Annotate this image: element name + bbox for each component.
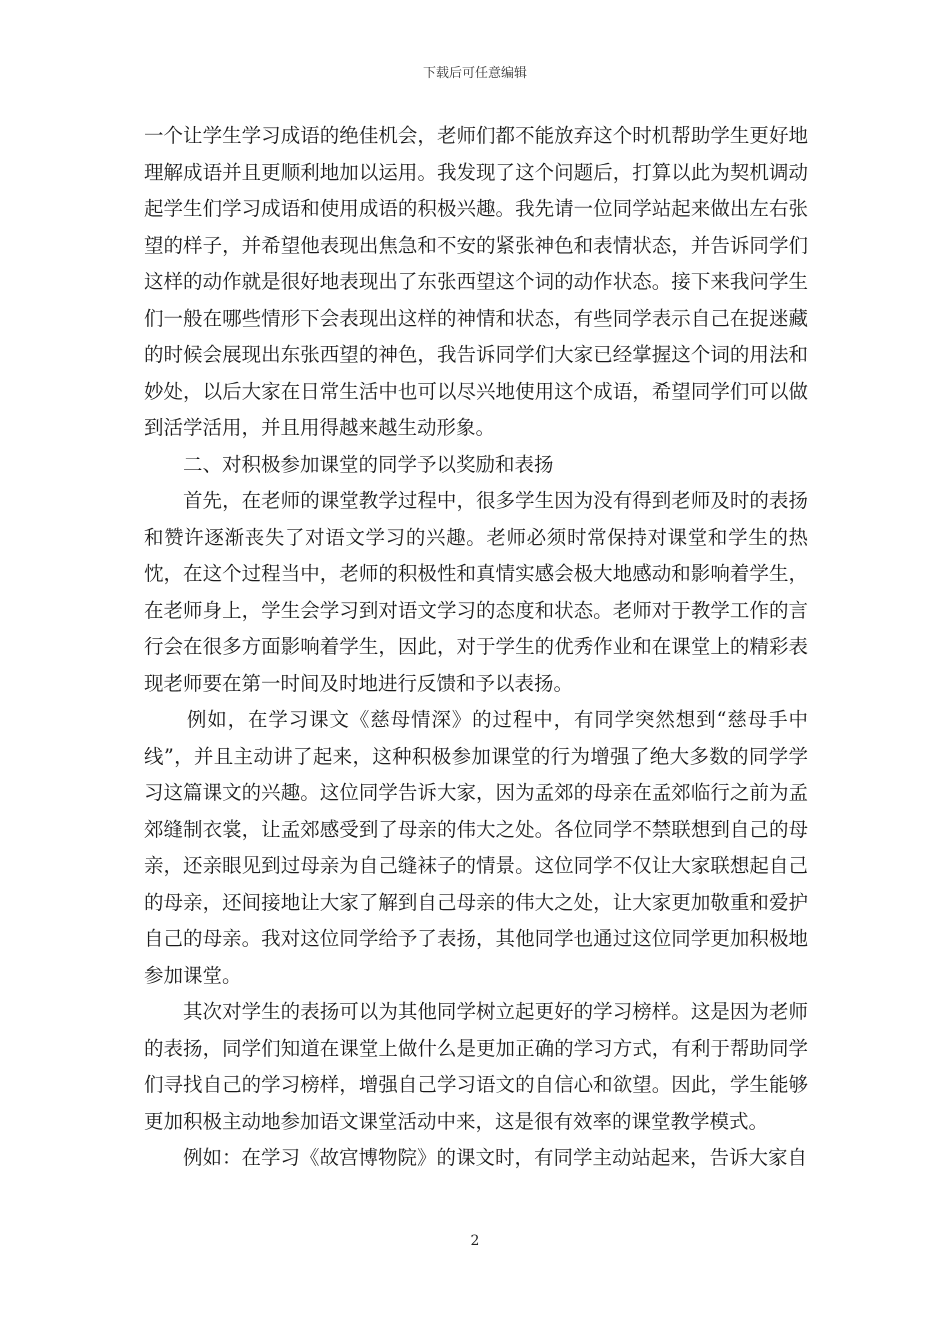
body-paragraph: 其次对学生的表扬可以为其他同学树立起更好的学习榜样。这是因为老师的表扬，同学们知道在课堂上做什么是更加正确的学习方式，有利于帮助同学们寻找自己的学习榜样，增强自己学习语文的自信心和欲望。因此，学生能够更加积极主动地参加语文课堂活动中来，这是很有效率的课堂教学模式。	[144, 1000, 808, 1133]
section-heading: 二、对积极参加课堂的同学予以奖励和表扬	[183, 452, 554, 476]
body-paragraph: 例如：在学习《故宫博物院》的课文时，有同学主动站起来，告诉大家自	[183, 1146, 808, 1169]
page-number: 2	[470, 1233, 480, 1249]
body-paragraph: 一个让学生学习成语的绝佳机会，老师们都不能放弃这个时机帮助学生更好地理解成语并且更顺利地加以运用。我发现了这个问题后，打算以此为契机调动起学生们学习成语和使用成语的积极兴趣。我先请一位同学站起来做出左右张望的样子，并希望他表现出焦急和不安的紧张神色和表情状态，并告诉同学们这样的动作就是很好地表现出了东张西望这个词的动作状态。接下来我问学生们一般在哪些情形下会表现出这样的神情和状态，有些同学表示自己在捉迷藏的时候会展现出东张西望的神色，我告诉同学们大家已经掌握这个词的用法和妙处，以后大家在日常生活中也可以尽兴地使用这个成语，希望同学们可以做到活学活用，并且用得越来越生动形象。	[144, 124, 808, 439]
body-paragraph: 首先，在老师的课堂教学过程中，很多学生因为没有得到老师及时的表扬和赞许逐渐丧失了对语文学习的兴趣。老师必须时常保持对课堂和学生的热忱，在这个过程当中，老师的积极性和真情实感会极大地感动和影响着学生，在老师身上，学生会学习到对语文学习的态度和状态。老师对于教学工作的言行会在很多方面影响着学生，因此，对于学生的优秀作业和在课堂上的精彩表现老师要在第一时间及时地进行反馈和予以表扬。	[144, 489, 808, 695]
document-body	[144, 118, 808, 1177]
body-paragraph: 例如，在学习课文《慈母情深》的过程中，有同学突然想到“慈母手中线”，并且主动讲了起来，这种积极参加课堂的行为增强了绝大多数的同学学习这篇课文的兴趣。这位同学告诉大家，因为孟郊的母亲在孟郊临行之前为孟郊缝制衣裳，让孟郊感受到了母亲的伟大之处。各位同学不禁联想到自己的母亲，还亲眼见到过母亲为自己缝袜子的情景。这位同学不仅让大家联想起自己的母亲，还间接地让大家了解到自己母亲的伟大之处，让大家更加敬重和爱护自己的母亲。我对这位同学给予了表扬，其他同学也通过这位同学更加积极地参加课堂。	[144, 708, 808, 987]
page-header: 下载后可任意编辑	[422, 66, 527, 81]
